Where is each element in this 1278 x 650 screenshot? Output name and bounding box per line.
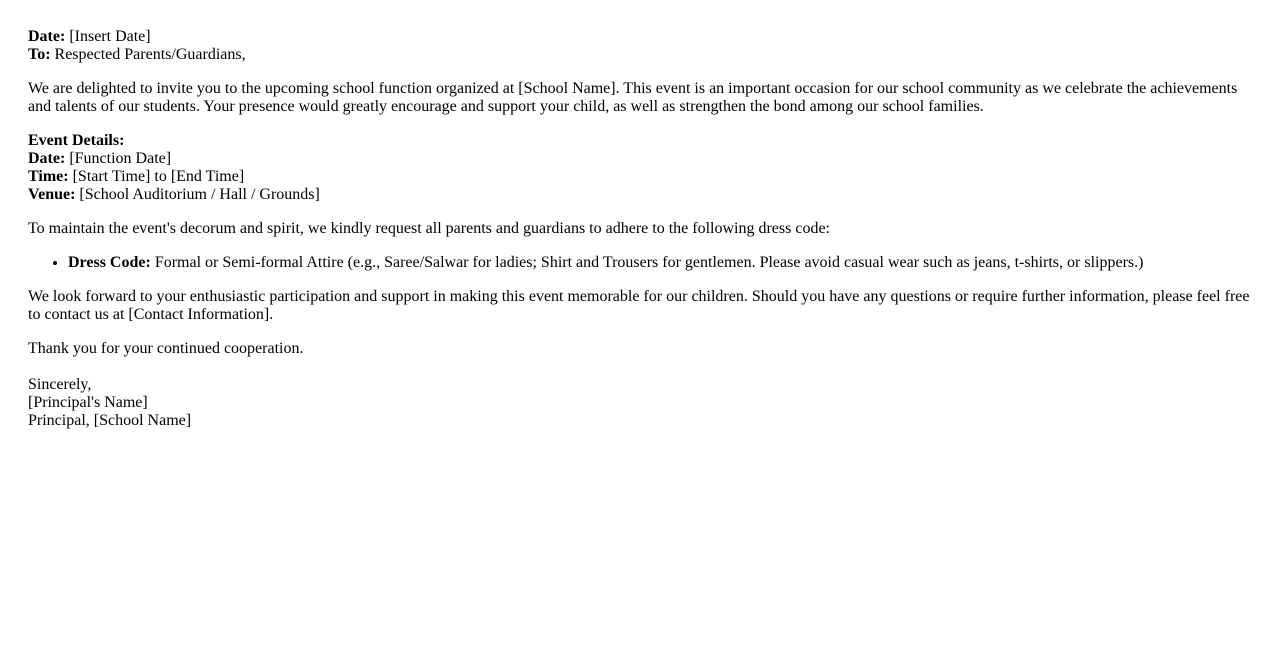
invitation-letter [28,28,1258,430]
thanks-line: Thank you for your continued cooperation. [28,340,304,357]
list-item [68,254,1258,272]
dress-code-intro: To maintain the event's decorum and spirit, we kindly request all parents and guardians to adhere to the following dress code: [28,220,830,237]
event-time-value: [Start Time] to [End Time] [72,168,245,185]
dress-code-list [28,254,1258,272]
dress-code-label: Dress Code: [68,254,151,271]
event-time-line [28,168,1258,186]
event-date-line [28,150,1258,168]
event-details-heading: Event Details: [28,132,125,149]
event-date-label: Date: [28,150,66,167]
date-line [28,28,1258,46]
event-details [28,132,1258,204]
event-time-label: Time: [28,168,69,185]
salutation: Sincerely, [28,376,92,393]
closing-paragraph: We look forward to your enthusiastic participation and support in making this event memorable for our children. Should you have any questions or require further information, please feel free to contact us at [Contact Information]. [28,288,1250,323]
event-date-value: [Function Date] [69,150,172,167]
event-venue-line [28,186,1258,204]
date-label: Date: [28,28,66,45]
recipient-label: To: [28,46,51,63]
signature-block [28,376,1258,430]
recipient-value: Respected Parents/Guardians, [54,46,246,63]
principal-title: Principal, [School Name] [28,412,192,429]
event-venue-label: Venue: [28,186,76,203]
letter-header [28,28,1258,64]
recipient-line [28,46,1258,64]
intro-paragraph: We are delighted to invite you to the upcoming school function organized at [School Name]. This event is an important occasion for our school community as we celebrate the achievements and talents of our students. Your presence would greatly encourage and support your child, as well as strengthen the bond among our school families. [28,80,1238,115]
principal-name: [Principal's Name] [28,394,148,411]
event-venue-value: [School Auditorium / Hall / Grounds] [79,186,320,203]
date-value: [Insert Date] [69,28,151,45]
dress-code-value: Formal or Semi-formal Attire (e.g., Saree/Salwar for ladies; Shirt and Trousers for gentlemen. Please avoid casual wear such as jeans, t-shirts, or slippers.) [154,254,1144,271]
